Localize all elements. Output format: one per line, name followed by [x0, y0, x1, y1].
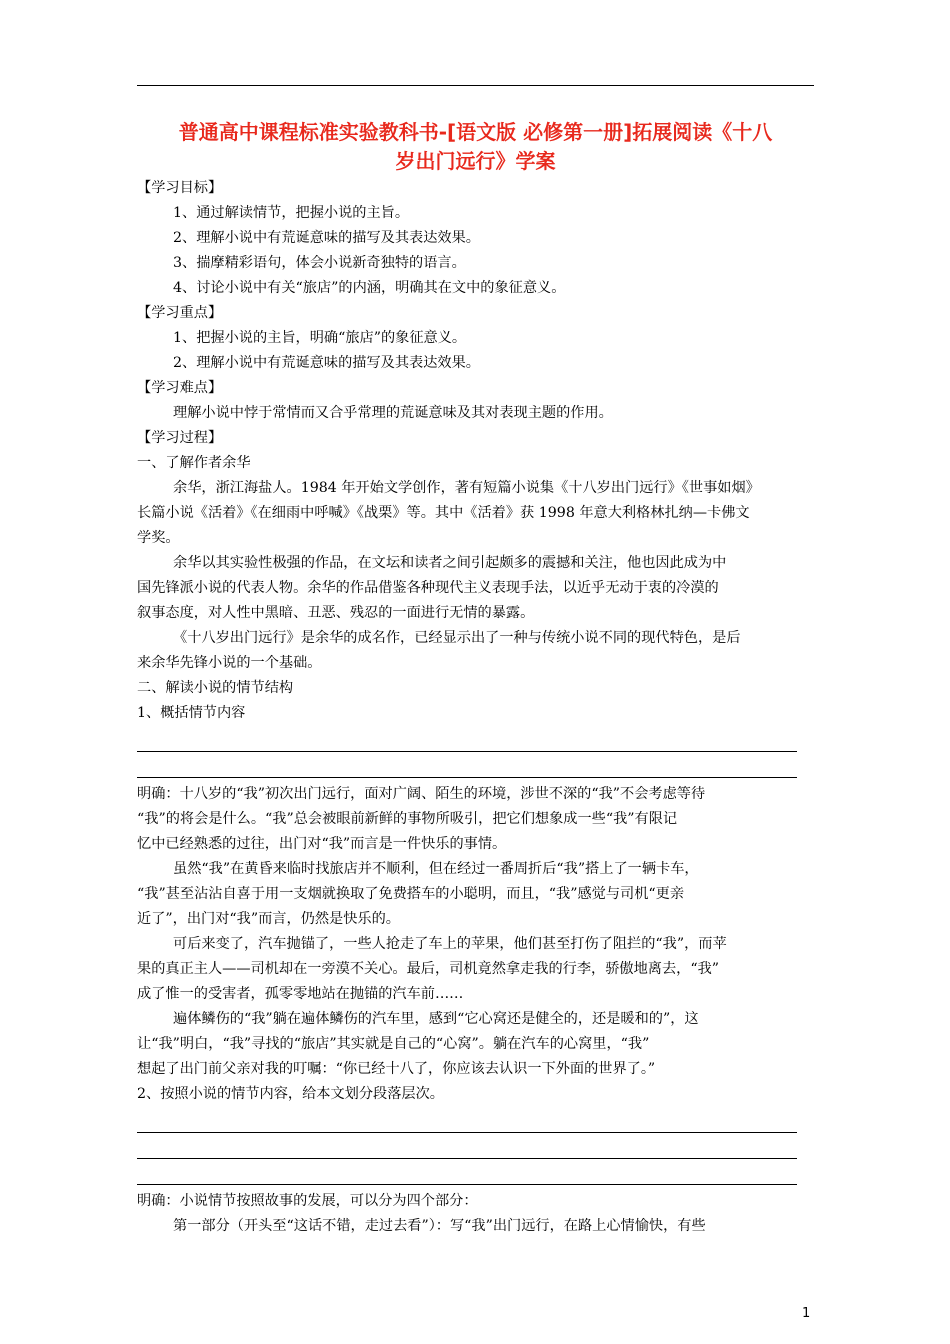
- answer-paragraph-line: 遍体鳞伤的“我”躺在遍体鳞伤的汽车里，感到“它心窝还是健全的，还是暖和的”，这: [173, 1011, 699, 1027]
- author-paragraph-line: 国先锋派小说的代表人物。余华的作品借鉴各种现代主义表现手法，以近乎无动于衷的冷漠的: [137, 580, 719, 596]
- goal-item: 1、通过解读情节，把握小说的主旨。: [173, 205, 410, 221]
- answer-blank-line[interactable]: [137, 1108, 797, 1133]
- author-paragraph-line: 来余华先锋小说的一个基础。: [137, 655, 322, 671]
- goal-item: 4、讨论小说中有关“旅店”的内涵，明确其在文中的象征意义。: [173, 280, 566, 296]
- key-point-item: 1、把握小说的主旨，明确“旅店”的象征意义。: [173, 330, 467, 346]
- answer-paragraph-line: 可后来变了，汽车抛锚了，一些人抢走了车上的苹果，他们甚至打伤了阻拦的“我”，而苹: [173, 936, 727, 952]
- answer-blank-line[interactable]: [137, 753, 797, 778]
- author-paragraph-line: 学奖。: [137, 530, 180, 546]
- answer-blank-line[interactable]: [137, 727, 797, 752]
- section-2-heading: 二、解读小说的情节结构: [137, 680, 294, 696]
- answer-paragraph-line: 成了惟一的受害者，孤零零地站在抛锚的汽车前……: [137, 986, 464, 1002]
- answer-paragraph-line: “我”的将会是什么。“我”总会被眼前新鲜的事物所吸引，把它们想象成一些“我”有限记: [137, 811, 678, 827]
- title-line-1: 普通高中课程标准实验教科书-[语文版 必修第一册]拓展阅读《十八: [178, 120, 773, 144]
- answer-paragraph-line: 让“我”明白，“我”寻找的“旅店”其实就是自己的“心窝”。躺在汽车的心窝里，“我”: [137, 1036, 650, 1052]
- answer-2-part-1: 第一部分（开头至“这话不错，走过去看”）：写“我”出门远行，在路上心情愉快，有些: [173, 1218, 706, 1234]
- question-1: 1、概括情节内容: [137, 705, 246, 721]
- difficulty-heading: 【学习难点】: [137, 380, 223, 396]
- author-paragraph-line: 长篇小说《活着》《在细雨中呼喊》《战栗》等。其中《活着》获 1998 年意大利格林扎纳—卡佛文: [137, 505, 750, 521]
- title-line-2: 岁出门远行》学案: [395, 149, 556, 173]
- document-title: [137, 118, 814, 176]
- answer-paragraph-line: 忆中已经熟悉的过往，出门对“我”而言是一件快乐的事情。: [137, 836, 507, 852]
- page-number: 1: [802, 1306, 811, 1321]
- author-paragraph-line: 余华，浙江海盐人。1984 年开始文学创作，著有短篇小说集《十八岁出门远行》《世事如烟》: [173, 480, 760, 496]
- answer-2-intro: 明确：小说情节按照故事的发展，可以分为四个部分：: [137, 1193, 478, 1209]
- difficulty-text: 理解小说中悖于常情而又合乎常理的荒诞意味及其对表现主题的作用。: [173, 405, 613, 421]
- question-2: 2、按照小说的情节内容，给本文划分段落层次。: [137, 1086, 444, 1102]
- goals-heading: 【学习目标】: [137, 180, 223, 196]
- section-1-heading: 一、了解作者余华: [137, 455, 251, 471]
- answer-blank-line[interactable]: [137, 1134, 797, 1159]
- author-paragraph-line: 《十八岁出门远行》是余华的成名作，已经显示出了一种与传统小说不同的现代特色，是后: [173, 630, 741, 646]
- process-heading: 【学习过程】: [137, 430, 223, 446]
- key-point-item: 2、理解小说中有荒诞意味的描写及其表达效果。: [173, 355, 480, 371]
- key-points-heading: 【学习重点】: [137, 305, 223, 321]
- author-paragraph-line: 叙事态度，对人性中黑暗、丑恶、残忍的一面进行无情的暴露。: [137, 605, 535, 621]
- answer-paragraph-line: 果的真正主人——司机却在一旁漠不关心。最后，司机竟然拿走我的行李，骄傲地离去，“我”: [137, 961, 720, 977]
- goal-item: 3、揣摩精彩语句，体会小说新奇独特的语言。: [173, 255, 466, 271]
- answer-paragraph-line: 明确：十八岁的“我”初次出门远行，面对广阔、陌生的环境，涉世不深的“我”不会考虑等待: [137, 786, 706, 802]
- header-rule: [137, 85, 814, 86]
- document-body: [137, 176, 817, 1239]
- answer-paragraph-line: 想起了出门前父亲对我的叮嘱：“你已经十八了，你应该去认识一下外面的世界了。”: [137, 1061, 656, 1077]
- answer-paragraph-line: 虽然“我”在黄昏来临时找旅店并不顺利，但在经过一番周折后“我”搭上了一辆卡车，: [173, 861, 699, 877]
- goal-item: 2、理解小说中有荒诞意味的描写及其表达效果。: [173, 230, 480, 246]
- answer-paragraph-line: 近了”，出门对“我”而言，仍然是快乐的。: [137, 911, 400, 927]
- author-paragraph-line: 余华以其实验性极强的作品，在文坛和读者之间引起颇多的震撼和关注，他也因此成为中: [173, 555, 727, 571]
- answer-blank-line[interactable]: [137, 1160, 797, 1185]
- answer-paragraph-line: “我”甚至沾沾自喜于用一支烟就换取了免费搭车的小聪明，而且，“我”感觉与司机“更亲: [137, 886, 685, 902]
